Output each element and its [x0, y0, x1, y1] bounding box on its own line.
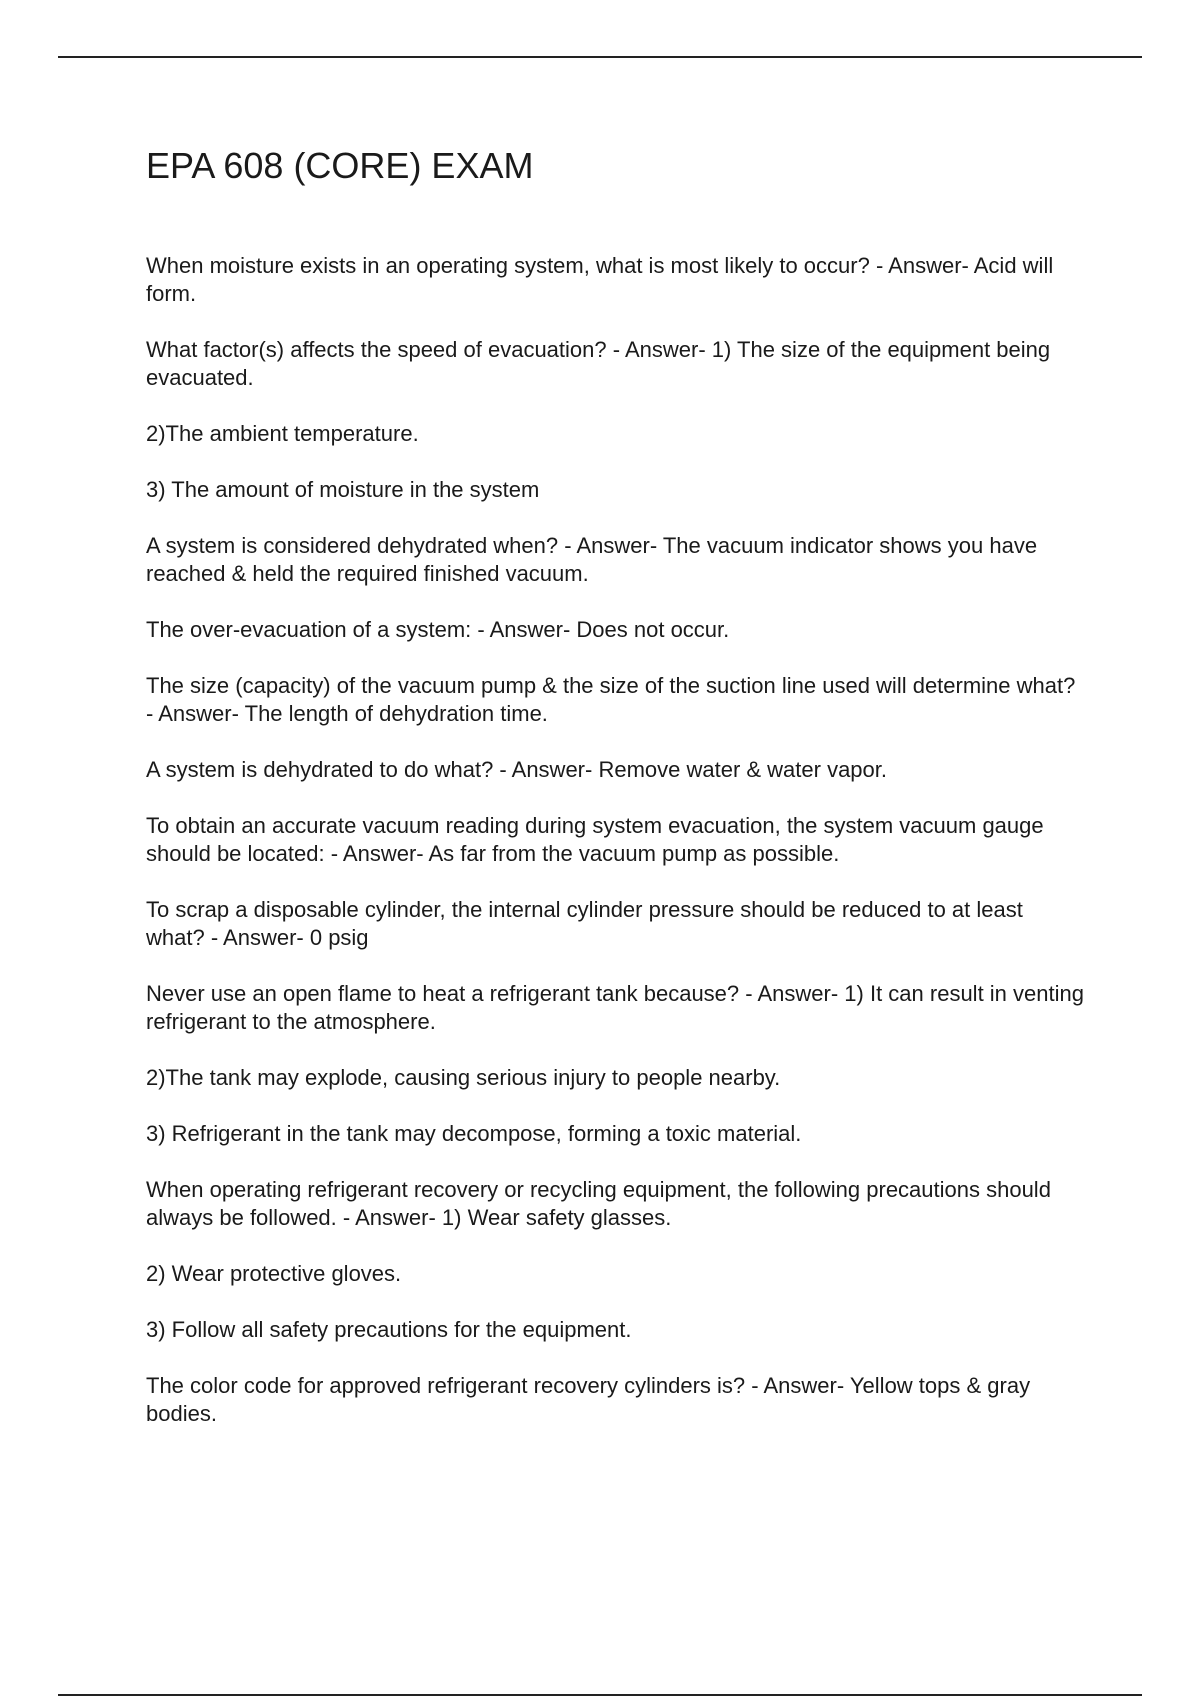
document-title: EPA 608 (CORE) EXAM — [146, 145, 534, 186]
qa-paragraph-2: What factor(s) affects the speed of evacuation? - Answer- 1) The size of the equipment being evacuated. — [146, 337, 1051, 390]
qa-paragraph-4: 3) The amount of moisture in the system — [146, 477, 540, 502]
qa-paragraph-6: The over-evacuation of a system: - Answer- Does not occur. — [146, 617, 730, 642]
qa-paragraph-17: The color code for approved refrigerant recovery cylinders is? - Answer- Yellow tops & gray bodies. — [146, 1373, 1031, 1426]
qa-paragraph-15: 2) Wear protective gloves. — [146, 1261, 402, 1286]
bottom-rule — [58, 1694, 1142, 1696]
qa-paragraph-14: When operating refrigerant recovery or recycling equipment, the following precautions should always be followed. - Answer- 1) Wear safety glasses. — [146, 1177, 1051, 1230]
qa-paragraph-3: 2)The ambient temperature. — [146, 421, 419, 446]
document-body — [146, 140, 1086, 1456]
qa-paragraph-7: The size (capacity) of the vacuum pump & the size of the suction line used will determine what? - Answer- The length of dehydration time. — [146, 673, 1076, 726]
qa-paragraph-11: Never use an open flame to heat a refrigerant tank because? - Answer- 1) It can result in venting refrigerant to the atmosphere. — [146, 981, 1084, 1034]
qa-paragraph-13: 3) Refrigerant in the tank may decompose, forming a toxic material. — [146, 1121, 802, 1146]
qa-paragraph-5: A system is considered dehydrated when? - Answer- The vacuum indicator shows you have reached & held the required finished vacuum. — [146, 533, 1038, 586]
qa-paragraph-16: 3) Follow all safety precautions for the equipment. — [146, 1317, 632, 1342]
qa-paragraph-10: To scrap a disposable cylinder, the internal cylinder pressure should be reduced to at least what? - Answer- 0 psig — [146, 897, 1023, 950]
qa-paragraph-8: A system is dehydrated to do what? - Answer- Remove water & water vapor. — [146, 757, 888, 782]
qa-paragraph-1: When moisture exists in an operating system, what is most likely to occur? - Answer- Acid will form. — [146, 253, 1054, 306]
qa-paragraph-9: To obtain an accurate vacuum reading during system evacuation, the system vacuum gauge should be located: - Answer- As far from the vacuum pump as possible. — [146, 813, 1044, 866]
top-rule — [58, 56, 1142, 58]
qa-paragraph-12: 2)The tank may explode, causing serious injury to people nearby. — [146, 1065, 781, 1090]
